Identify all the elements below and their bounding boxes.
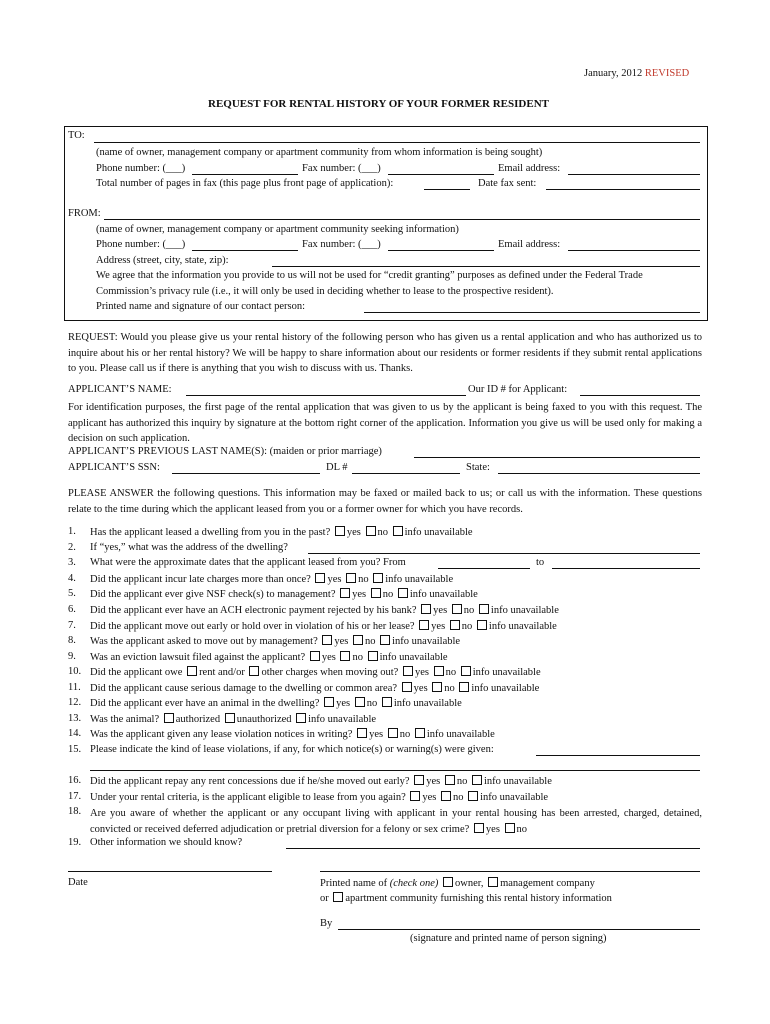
q10-number: 10. xyxy=(68,666,82,677)
q14-unavailable-checkbox[interactable] xyxy=(415,728,425,738)
applicant-id-label: Our ID # for Applicant: xyxy=(468,384,568,395)
to-pages-label: Total number of pages in fax (this page plus front page of application): xyxy=(96,178,394,189)
date-signature-line[interactable] xyxy=(68,871,272,872)
from-phone-label: Phone number: (___) xyxy=(96,239,186,250)
from-phone-field[interactable] xyxy=(192,250,298,251)
printed-name-row: Printed name of (check one) owner, management company xyxy=(320,878,595,889)
from-email-field[interactable] xyxy=(568,250,700,251)
question-15: Please indicate the kind of lease violations, if any, for which notice(s) or warning(s) were given: xyxy=(90,744,494,755)
q3-from-field[interactable] xyxy=(438,568,530,569)
owner-checkbox[interactable] xyxy=(443,877,453,887)
apartment-community-checkbox[interactable] xyxy=(333,892,343,902)
from-address-field[interactable] xyxy=(272,266,700,267)
date-text: January, 2012 xyxy=(584,68,643,79)
revision-date xyxy=(584,68,689,79)
q12-no-checkbox[interactable] xyxy=(355,697,365,707)
q4-yes-checkbox[interactable] xyxy=(315,573,325,583)
question-13: Was the animal? authorized unauthorized info unavailable xyxy=(90,714,377,725)
q8-unavailable-checkbox[interactable] xyxy=(380,635,390,645)
q19-number: 19. xyxy=(68,837,82,848)
q6-no-checkbox[interactable] xyxy=(452,604,462,614)
q14-number: 14. xyxy=(68,728,82,739)
q15-violations-field-2[interactable] xyxy=(90,770,700,771)
q1-number: 1. xyxy=(68,526,76,537)
question-8: Was the applicant asked to move out by management? yes no info unavailable xyxy=(90,636,461,647)
q3-to-label: to xyxy=(536,557,545,568)
q14-yes-checkbox[interactable] xyxy=(357,728,367,738)
question-4: Did the applicant incur late charges more than once? yes no info unavailable xyxy=(90,574,454,585)
contact-label: Printed name and signature of our contact person: xyxy=(96,301,306,312)
to-phone-label: Phone number: (___) xyxy=(96,163,186,174)
q7-number: 7. xyxy=(68,620,76,631)
from-email-label: Email address: xyxy=(498,239,561,250)
question-16: Did the applicant repay any rent concessions due if he/she moved out early? yes no info unavailable xyxy=(90,776,552,787)
instructions-paragraph: PLEASE ANSWER the following questions. This information may be faxed or mailed back to us; or call us with the information. These questions relate to the time during which the applicant leased from you or a former owner for which you have records. xyxy=(68,488,702,515)
question-1: Has the applicant leased a dwelling from you in the past? yes no info unavailable xyxy=(90,527,473,538)
identification-paragraph: For identification purposes, the first page of the rental application that was given to us by the applicant is being faxed to you with this request. The applicant has authorized this inquiry by signature at the bottom right corner of the application. Information you give us will be used only for making a decision on such application. xyxy=(68,402,702,445)
date-label: Date xyxy=(68,877,88,888)
q8-no-checkbox[interactable] xyxy=(353,635,363,645)
question-5: Did the applicant ever give NSF check(s) to management? yes no info unavailable xyxy=(90,589,478,600)
question-9: Was an eviction lawsuit filed against the applicant? yes no info unavailable xyxy=(90,652,448,663)
contact-field[interactable] xyxy=(364,312,700,313)
q10-rent-checkbox[interactable] xyxy=(187,666,197,676)
q17-no-checkbox[interactable] xyxy=(441,791,451,801)
state-label: State: xyxy=(466,462,490,473)
previous-last-name-label: APPLICANT’S PREVIOUS LAST NAME(S): (maiden or prior marriage) xyxy=(68,446,382,457)
to-phone-field[interactable] xyxy=(192,174,298,175)
ssn-field[interactable] xyxy=(172,473,320,474)
agree-line-1: We agree that the information you provide to us will not be used for “credit granting” purposes as defined under the Federal Trade xyxy=(96,270,643,281)
question-2: If “yes,” what was the address of the dwelling? xyxy=(90,542,288,553)
dl-field[interactable] xyxy=(352,473,460,474)
question-14: Was the applicant given any lease violation notices in writing? yes no info unavailable xyxy=(90,729,495,740)
from-label: FROM: xyxy=(68,208,101,219)
q5-number: 5. xyxy=(68,588,76,599)
community-row: or apartment community furnishing this rental history information xyxy=(320,893,612,904)
question-17: Under your rental criteria, is the applicant eligible to lease from you again? yes no info unavailable xyxy=(90,792,549,803)
q10-other-charges-checkbox[interactable] xyxy=(249,666,259,676)
from-address-label: Address (street, city, state, zip): xyxy=(96,255,229,266)
revised-label: REVISED xyxy=(644,68,690,79)
question-6: Did the applicant ever have an ACH electronic payment rejected by his bank? yes no info unavailable xyxy=(90,605,559,616)
to-date-sent-field[interactable] xyxy=(546,189,700,190)
q6-unavailable-checkbox[interactable] xyxy=(479,604,489,614)
q18-no-checkbox[interactable] xyxy=(505,823,515,833)
q14-no-checkbox[interactable] xyxy=(388,728,398,738)
q16-yes-checkbox[interactable] xyxy=(414,775,424,785)
request-paragraph: REQUEST: Would you please give us your rental history of the following person who has given us a rental application and who has authorized us to inquire about his or her rental history? We will be happy to share information about our residents or former residents if they submit rental applications to you. Please call us if there is anything that you wish to discuss with us. Thanks. xyxy=(68,332,702,375)
q2-address-field[interactable] xyxy=(308,553,700,554)
q13-unavailable-checkbox[interactable] xyxy=(296,713,306,723)
q13-authorized-checkbox[interactable] xyxy=(164,713,174,723)
q8-yes-checkbox[interactable] xyxy=(322,635,332,645)
q16-number: 16. xyxy=(68,775,82,786)
from-fax-field[interactable] xyxy=(388,250,494,251)
q3-to-field[interactable] xyxy=(552,568,700,569)
q7-no-checkbox[interactable] xyxy=(450,620,460,630)
to-name-note: (name of owner, management company or apartment community from whom information is being sought) xyxy=(96,147,543,158)
to-email-label: Email address: xyxy=(498,163,561,174)
q1-yes-checkbox[interactable] xyxy=(335,526,345,536)
signature-note: (signature and printed name of person signing) xyxy=(410,933,607,944)
q5-yes-checkbox[interactable] xyxy=(340,588,350,598)
applicant-id-field[interactable] xyxy=(580,395,700,396)
q1-no-checkbox[interactable] xyxy=(366,526,376,536)
q9-number: 9. xyxy=(68,651,76,662)
state-field[interactable] xyxy=(498,473,700,474)
to-pages-field[interactable] xyxy=(424,189,470,190)
q12-unavailable-checkbox[interactable] xyxy=(382,697,392,707)
q6-yes-checkbox[interactable] xyxy=(421,604,431,614)
q1-unavailable-checkbox[interactable] xyxy=(393,526,403,536)
q18-yes-checkbox[interactable] xyxy=(474,823,484,833)
to-label: TO: xyxy=(68,130,85,141)
question-19: Other information we should know? xyxy=(90,837,243,848)
q10-unavailable-checkbox[interactable] xyxy=(461,666,471,676)
q3-number: 3. xyxy=(68,557,76,568)
question-11: Did the applicant cause serious damage to the dwelling or common area? yes no info unavailable xyxy=(90,683,540,694)
applicant-name-field[interactable] xyxy=(186,395,466,396)
q17-number: 17. xyxy=(68,791,82,802)
q4-no-checkbox[interactable] xyxy=(346,573,356,583)
q4-unavailable-checkbox[interactable] xyxy=(373,573,383,583)
q11-unavailable-checkbox[interactable] xyxy=(459,682,469,692)
q16-no-checkbox[interactable] xyxy=(445,775,455,785)
from-fax-label: Fax number: (___) xyxy=(302,239,381,250)
q10-yes-checkbox[interactable] xyxy=(403,666,413,676)
question-3: What were the approximate dates that the applicant leased from you? From xyxy=(90,557,406,568)
q17-yes-checkbox[interactable] xyxy=(410,791,420,801)
q12-yes-checkbox[interactable] xyxy=(324,697,334,707)
from-name-field[interactable] xyxy=(104,219,700,220)
management-company-checkbox[interactable] xyxy=(488,877,498,887)
page-title: REQUEST FOR RENTAL HISTORY OF YOUR FORMER RESIDENT xyxy=(208,98,549,110)
previous-last-name-field[interactable] xyxy=(414,457,700,458)
q12-number: 12. xyxy=(68,697,82,708)
q11-no-checkbox[interactable] xyxy=(432,682,442,692)
q5-no-checkbox[interactable] xyxy=(371,588,381,598)
q16-unavailable-checkbox[interactable] xyxy=(472,775,482,785)
q15-violations-field[interactable] xyxy=(536,755,700,756)
by-label: By xyxy=(320,918,333,929)
q9-no-checkbox[interactable] xyxy=(340,651,350,661)
q11-number: 11. xyxy=(68,682,81,693)
to-fax-label: Fax number: (___) xyxy=(302,163,381,174)
q17-unavailable-checkbox[interactable] xyxy=(468,791,478,801)
q10-no-checkbox[interactable] xyxy=(434,666,444,676)
question-12: Did the applicant ever have an animal in the dwelling? yes no info unavailable xyxy=(90,698,462,709)
q7-unavailable-checkbox[interactable] xyxy=(477,620,487,630)
signature-line[interactable] xyxy=(338,929,700,930)
q9-yes-checkbox[interactable] xyxy=(310,651,320,661)
to-email-field[interactable] xyxy=(568,174,700,175)
q13-unauthorized-checkbox[interactable] xyxy=(225,713,235,723)
q18-number: 18. xyxy=(68,806,82,817)
q15-number: 15. xyxy=(68,744,82,755)
q9-unavailable-checkbox[interactable] xyxy=(368,651,378,661)
q11-yes-checkbox[interactable] xyxy=(402,682,412,692)
q5-unavailable-checkbox[interactable] xyxy=(398,588,408,598)
dl-label: DL # xyxy=(326,462,348,473)
to-fax-field[interactable] xyxy=(388,174,494,175)
ssn-label: APPLICANT’S SSN: xyxy=(68,462,160,473)
question-10: Did the applicant owe rent and/or other charges when moving out? yes no info unavailable xyxy=(90,667,541,678)
q4-number: 4. xyxy=(68,573,76,584)
q8-number: 8. xyxy=(68,635,76,646)
q7-yes-checkbox[interactable] xyxy=(419,620,429,630)
question-18: Are you aware of whether the applicant or any occupant living with applicant in your rental housing has been arrested, charged, detained, convicted or received deferred adjudication or pretrial diversion for a felony or sex crime? yes no xyxy=(90,808,702,835)
to-date-sent-label: Date fax sent: xyxy=(478,178,537,189)
agree-line-2: Commission’s privacy rule (i.e., it will only be used in deciding whether to lease to the prospective resident). xyxy=(96,286,554,297)
applicant-name-label: APPLICANT’S NAME: xyxy=(68,384,172,395)
from-name-note: (name of owner, management company or apartment community seeking information) xyxy=(96,224,459,235)
question-7: Did the applicant move out early or hold over in violation of his or her lease? yes no info unavailable xyxy=(90,621,557,632)
to-name-field[interactable] xyxy=(94,142,700,143)
q13-number: 13. xyxy=(68,713,82,724)
q19-other-info-field[interactable] xyxy=(286,848,700,849)
q6-number: 6. xyxy=(68,604,76,615)
q2-number: 2. xyxy=(68,542,76,553)
printed-name-line[interactable] xyxy=(320,871,700,872)
